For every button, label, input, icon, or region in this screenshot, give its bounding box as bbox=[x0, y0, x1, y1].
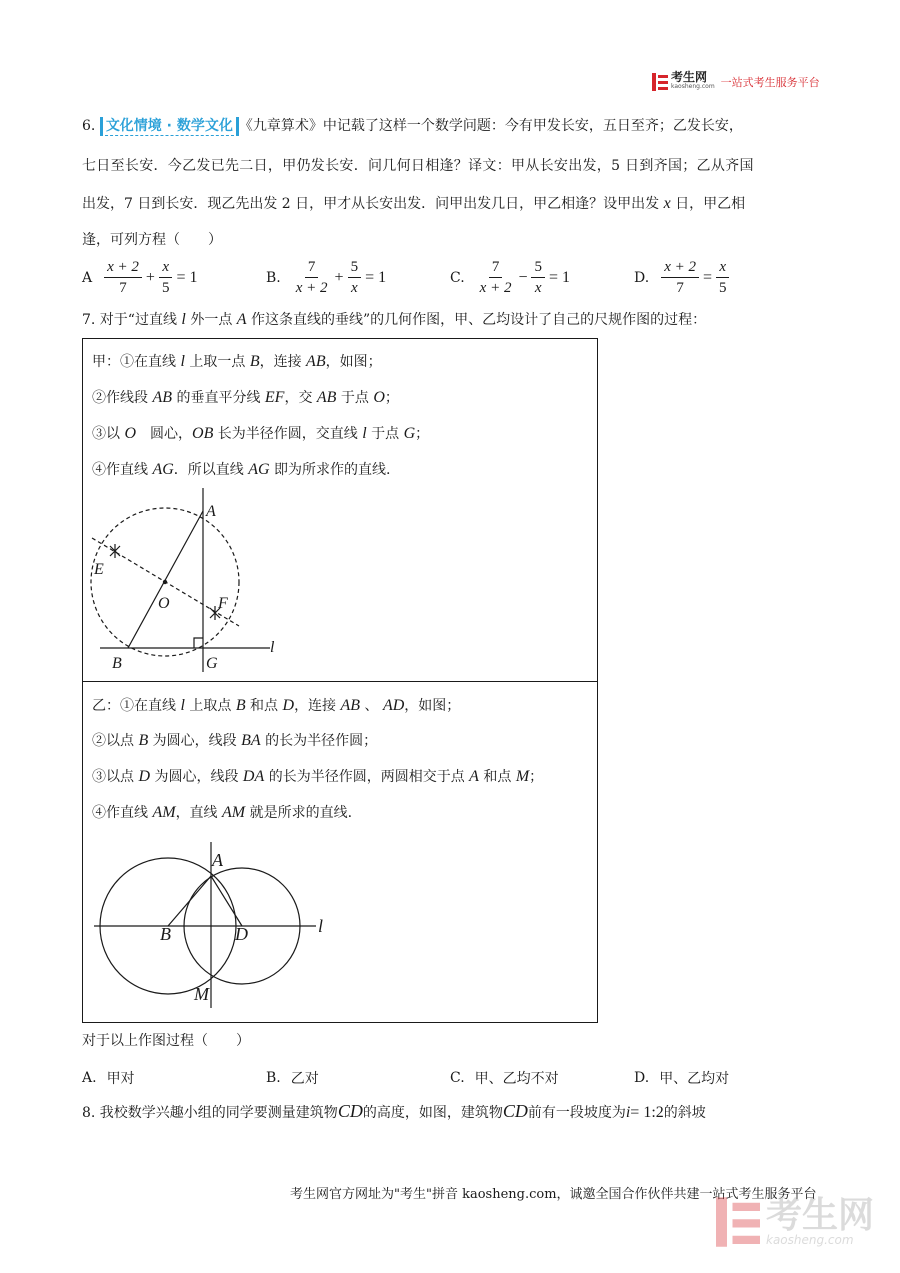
yi-step3: ③以点 D 为圆心，线段 DA 的长为半径作圆，两圆相交于点 A 和点 M； bbox=[92, 768, 544, 785]
watermark-cn: 考生网 bbox=[766, 1195, 875, 1236]
q6-line3: 出发，7 日到长安．现乙先出发 2 日，甲才从长安出发．问甲出发几日，甲乙相逢？设甲出发 x 日，甲乙相 bbox=[82, 195, 746, 212]
logo-cn: 考生网 bbox=[671, 70, 708, 84]
jia-step4: ④作直线 AG．所以直线 AG 即为所求作的直线. bbox=[92, 461, 391, 478]
q6-line2: 七日至长安．今乙发已先二日，甲仍发长安．问几何日相逢？译文：甲从长安出发，5 日到齐国；乙从齐国 bbox=[82, 158, 754, 174]
q6-option-c[interactable]: C. $\frac{7}{x + 2}$ − $\frac{5}{x}$ = 1 bbox=[450, 259, 571, 296]
yi-label-b: B bbox=[160, 924, 171, 944]
jia-label-e: E bbox=[94, 561, 104, 578]
jia-label-l: l bbox=[270, 639, 275, 656]
q7-option-b[interactable]: B. 乙对 bbox=[266, 1070, 319, 1087]
yi-label-m: M bbox=[194, 984, 209, 1004]
q7-stem: 7. 对于“过直线 l 外一点 A 作这条直线的垂线”的几何作图，甲、乙均设计了自己的尺规作图的过程： bbox=[82, 311, 707, 328]
yi-label-d: D bbox=[235, 924, 248, 944]
jia-segment-ab bbox=[128, 511, 203, 648]
yi-label-a: A bbox=[212, 850, 223, 870]
yi-step4: ④作直线 AM，直线 AM 就是所求的直线. bbox=[92, 804, 353, 821]
jia-arc-mark-e bbox=[110, 544, 120, 558]
q6-option-a[interactable]: A $\frac{x + 2}{7}$ + $\frac{x}{5}$ = 1 bbox=[82, 259, 198, 296]
q6-line4: 逢，可列方程（ ） bbox=[82, 232, 222, 248]
jia-label-f: F bbox=[218, 595, 228, 612]
watermark-en: kaosheng.com bbox=[766, 1233, 854, 1247]
yi-label-l: l bbox=[318, 916, 324, 936]
yi-segment-ab bbox=[168, 876, 211, 926]
logo-en: kaosheng.com bbox=[671, 83, 715, 90]
watermark bbox=[716, 1196, 874, 1248]
q7-option-d[interactable]: D. 甲、乙均对 bbox=[634, 1070, 730, 1087]
jia-label-g: G bbox=[206, 655, 218, 672]
q7-option-c[interactable]: C. 甲、乙均不对 bbox=[450, 1070, 559, 1087]
q8-stem: 8. 我校数学兴趣小组的同学要测量建筑物CD的高度，如图，建筑物CD前有一段坡度为i= 1:2的斜坡 bbox=[82, 1101, 706, 1121]
q6-option-b[interactable]: B. $\frac{7}{x + 2}$ + $\frac{5}{x}$ = 1 bbox=[266, 259, 387, 296]
header-logo bbox=[652, 72, 820, 92]
q7-question: 对于以上作图过程（ ） bbox=[82, 1033, 250, 1049]
q6-topic-tag: 文化情境 · 数学文化 bbox=[100, 117, 239, 136]
kaosheng-logo-icon bbox=[652, 73, 668, 91]
q7-option-a[interactable]: A. 甲对 bbox=[82, 1070, 135, 1087]
yi-segment-ad bbox=[211, 876, 242, 926]
yi-construction-figure bbox=[90, 840, 340, 1010]
jia-step1: 甲：①在直线 l 上取一点 B，连接 AB，如图； bbox=[92, 353, 382, 370]
yi-step1: 乙：①在直线 l 上取点 B 和点 D，连接 AB 、 AD，如图； bbox=[92, 697, 461, 714]
jia-step3: ③以 O 圆心，OB 长为半径作圆，交直线 l 于点 G； bbox=[92, 425, 430, 442]
jia-point-o bbox=[163, 580, 167, 584]
q6-option-d[interactable]: D. $\frac{x + 2}{7}$ = $\frac{x}{5}$ bbox=[634, 257, 732, 298]
watermark-logo-icon bbox=[716, 1196, 760, 1248]
jia-label-o: O bbox=[158, 595, 170, 612]
jia-label-b: B bbox=[112, 655, 122, 672]
q6-line1: 6. 文化情境 · 数学文化 《九章算术》中记载了这样一个数学问题：今有甲发长安，五日至齐；乙发长安， bbox=[82, 118, 743, 134]
jia-label-a: A bbox=[206, 503, 216, 520]
jia-step2: ②作线段 AB 的垂直平分线 EF，交 AB 于点 O； bbox=[92, 389, 399, 406]
page-footer: 考生网官方网址为"考生"拼音 kaosheng.com，诚邀全国合作伙伴共建一站式考生服务平台 bbox=[290, 1187, 817, 1202]
header-slogan: 一站式考生服务平台 bbox=[720, 76, 820, 89]
yi-step2: ②以点 B 为圆心，线段 BA 的长为半径作圆； bbox=[92, 732, 378, 749]
jia-construction-figure bbox=[84, 484, 304, 678]
